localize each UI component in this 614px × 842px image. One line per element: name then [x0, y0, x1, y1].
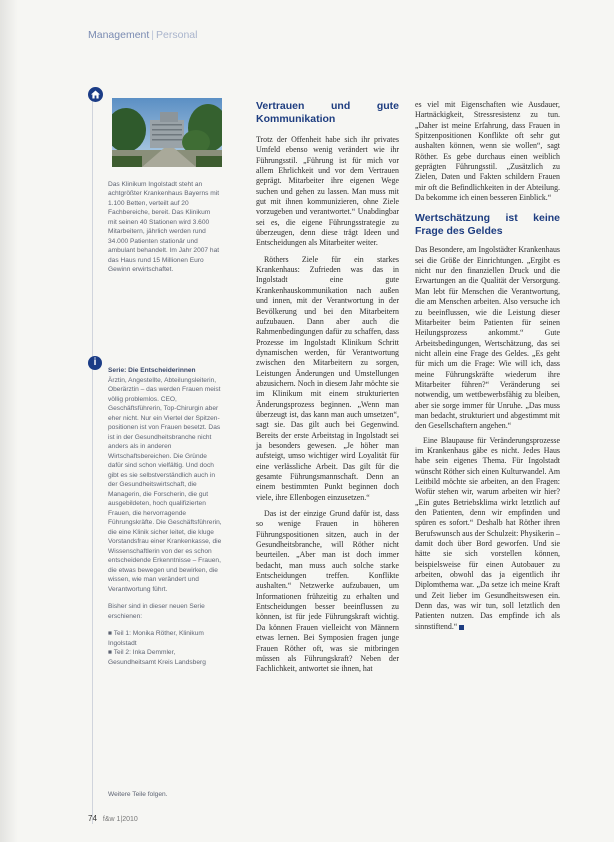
section-label: Management	[88, 29, 150, 41]
series-list	[108, 629, 222, 667]
series-title: Serie: Die Entscheiderinnen	[108, 367, 196, 374]
hospital-photo	[112, 98, 222, 167]
article-paragraph-text: Eine Blaupause für Veränderungsprozesse im Krankenhaus gäbe es nicht. Jedes Haus habe sein eigenes Thema. Für Ingolstadt wünscht Röther sich einen Kulturwandel. Am Leitbild möchte sie arbeiten, an den Fragen: Wofür stehen wir, warum arbeiten wir hier? „Ein gutes Betriebsklima wirkt letztlich auf den Patienten, denn wir empfinden und spüren es sofort.“ Deshalb hat Röther ihren Berufswunsch aus der Schulzeit: Physikerin – damit doch über Bord geworfen. Und sie hätte sie sich vorstellen können, beispielsweise für einen Autobauer zu arbeiten, obwohl das ja eigentlich ihr Diplomthema war. „Da setze ich meine Kraft und Zeit lieber im Gesundheitswesen ein. Denn das, was wir tun, soll letztlich den Patienten nutzen. Das empfinde ich als sinnstiftend.“	[415, 435, 560, 631]
article-paragraph: es viel mit Eigenschaften wie Ausdauer, Hartnäckigkeit, Stressresistenz zu tun. „Daher ist meine Erfahrung, dass Frauen in Spitzenpositionen Konflikte oft sehr gut aushalten können, wenn sie wollen“, sagt Röther. Es gebe durchaus einen weiblich geprägten Führungsstil. „Zusätzlich zu Zielen, Daten und Fakten schildern Frauen mir oft die Befindlichkeiten in der Abteilung. Da bekomme ich einen besseren Einblick.“	[415, 100, 560, 203]
heading-trust-communication: Vertrauen und gute Kommunikation	[256, 100, 399, 125]
series-item: ■ Teil 1: Monika Röther, Klinikum Ingolstadt	[108, 630, 204, 647]
sidebar-divider	[92, 96, 93, 824]
series-intro: Bisher sind in dieser neuen Serie erschienen:	[108, 603, 205, 620]
info-icon: i	[88, 356, 102, 370]
series-item: ■ Teil 2: Inka Demmler, Gesundheitsamt Kreis Landsberg	[108, 649, 206, 666]
series-body: Ärztin, Angestellte, Abteilungsleiterin, Oberärztin – das werden Frauen meist völlig problemlos. CEO, Geschäftsführerin, Top-Chirurgin aber eher nicht. Nur ein Viertel der Spitzen-positionen ist von Frauen besetzt. Das ist in der Gesundheitsbranche nicht anders als in anderen Wirtschaftsbereichen. Die Gründe dafür sind schon vielfältig. Und doch gibt es sie selbstverständlich auch in der Gesundheitswirtschaft, die Managerin, die Forscherin, die gut ausgebildeten, hoch qualifizierten Frauen, die hervorragende Führungskräfte. Die Geschäftsführerin, die eine Klinik sicher leitet, die kluge Vorstandsfrau einer Krankenkasse, die Wissenschaftlerin von der es schon entscheidende Erkenntnisse – Frauen, die etwas bewegen und bewirken, die wissen, wie man verändert und Verantwortung führt.	[108, 376, 222, 593]
article-column-2	[415, 100, 560, 632]
series-item-text: Teil 2: Inka Demmler, Gesundheitsamt Kreis Landsberg	[108, 649, 206, 666]
page-edge-shadow	[0, 0, 18, 842]
article-paragraph: Röthers Ziele für ein starkes Krankenhaus: Zufrieden was das in Ingolstadt eine gute Krankenhauskommunikation nach außen und innen, mit der Verantwortung in der Bevölkerung und bei den Mitarbeitern aufzubauen. Dann aber auch die Rahmenbedingungen dafür zu schaffen, dass Prozesse im Ingolstadt Klinikum Schritt dynamischen werden, für Verantwortung zwischen den Mitarbeitern zu sorgen, Leistungen Änderungen und Umstellungen abzusichern. Noch in diesem Jahr möchte sie im Klinikum mit einem strukturierten Änderungsprozess beginnen. „Wenn man überzeugt ist, das kann man auch umsetzen“, sagt sie. Das gilt auch bei Gegenwind. Bereits der erste Arbeitstag in Ingolstadt sei ja besonders gewesen. „Je höher man aufsteigt, umso wichtiger wird Loyalität für eine verlässliche Arbeit. Das gilt für die gesamte Führungsmannschaft. Denn an einem bestimmten Punkt beginnen doch viele, ihre Ellenbogen einzusetzen.“	[256, 254, 399, 502]
subsection-label: Personal	[156, 29, 198, 41]
series-item-text: Teil 1: Monika Röther, Klinikum Ingolstadt	[108, 630, 204, 647]
magazine-issue: f&w 1|2010	[102, 816, 138, 823]
end-of-article-mark	[459, 625, 464, 630]
section-header	[88, 29, 197, 41]
article-column-1	[256, 100, 399, 675]
article-paragraph	[415, 436, 560, 633]
section-separator: |	[151, 29, 155, 41]
series-note: Weitere Teile folgen.	[108, 791, 168, 798]
article-paragraph: Trotz der Offenheit habe sich ihr privates Umfeld ebenso wenig verändert wie ihr Führungsstil. „Führung ist für mich vor allem Ehrlichkeit und vor dem Vertrauen geprägt. Mitarbeiter ihre eigenen Wege suchen und gehen zu lassen. Man muss mit gut mit ihnen kommunizieren, ohne Ziele vorzugeben und verantwortet.“ Unabdingbar sei es, die eigene Führungsstrategie zu überzeugen, denn diese trägt Ideen und Entscheidungen als Mitarbeiter weiter.	[256, 135, 399, 248]
heading-appreciation: Wertschätzung ist keine Frage des Geldes	[415, 212, 560, 238]
series-box	[108, 366, 222, 667]
page-number: 74	[88, 814, 97, 823]
home-icon	[88, 87, 103, 102]
article-paragraph: Das Besondere, am Ingolstädter Krankenhaus sei die Größe der Einrichtungen. „Ergibt es nicht nur den finanziellen Druck und die Erwartungen an die Qualität der Versorgung. Man lebt für Menschen die Verantwortung, die am Menschen arbeiten. Also versuche ich zu beeinflussen, wie die Leistung dieser Mitarbeiter beim Patienten für seinen Heilungsprozess ankommt.“ Gute Arbeitsbedingungen, Wertschätzung, das sei nicht allein eine Frage des Geldes. „Es geht für mich um die Frage: Wie will ich, dass meine Führungskräfte wiederum ihre Mitarbeiter führen?“ Veränderung sei notwendig, um wettbewerbsfähig zu bleiben, aber sie sorge immer für Unruhe. „Das muss man bedacht, strukturiert und abgestimmt mit den Gesellschaftern angehen.“	[415, 245, 560, 431]
hospital-caption: Das Klinikum Ingolstadt steht an achtgrößter Krankenhaus Bayerns mit 1.100 Betten, verteilt auf 20 Fachbereiche, bereit. Das Klinikum mit seinen 40 Stationen wird 3.600 Mitarbeitern, jährlich werden rund 34.000 Patienten stationär und ambulant behandelt. Im Jahr 2007 hat das Haus rund 15 Millionen Euro Gewinn erwirtschaftet.	[108, 181, 220, 274]
article-paragraph: Das ist der einzige Grund dafür ist, dass so wenige Frauen in höheren Führungspositionen sitzen, auch in der Gesundheitsbranche, will Röther nicht beurteilen. „Aber man ist doch immer bedacht, man muss auch solche starke Entscheidungen treffen. Konflikte aushalten.“ Netzwerke aufzubauen, um Informationen frühzeitig zu erhalten und Entscheidungen besser beeinflussen zu können, ist für jede Führungskraft wichtig. Da können Frauen vielleicht von Männern etwas lernen. Bei Symposien fragen junge Frauen Röther oft, was sie mitbringen müssen als Führungskraft? Neben der Fachlichkeit, antwortet sie ihnen, hat	[256, 509, 399, 674]
page-footer	[88, 814, 138, 823]
